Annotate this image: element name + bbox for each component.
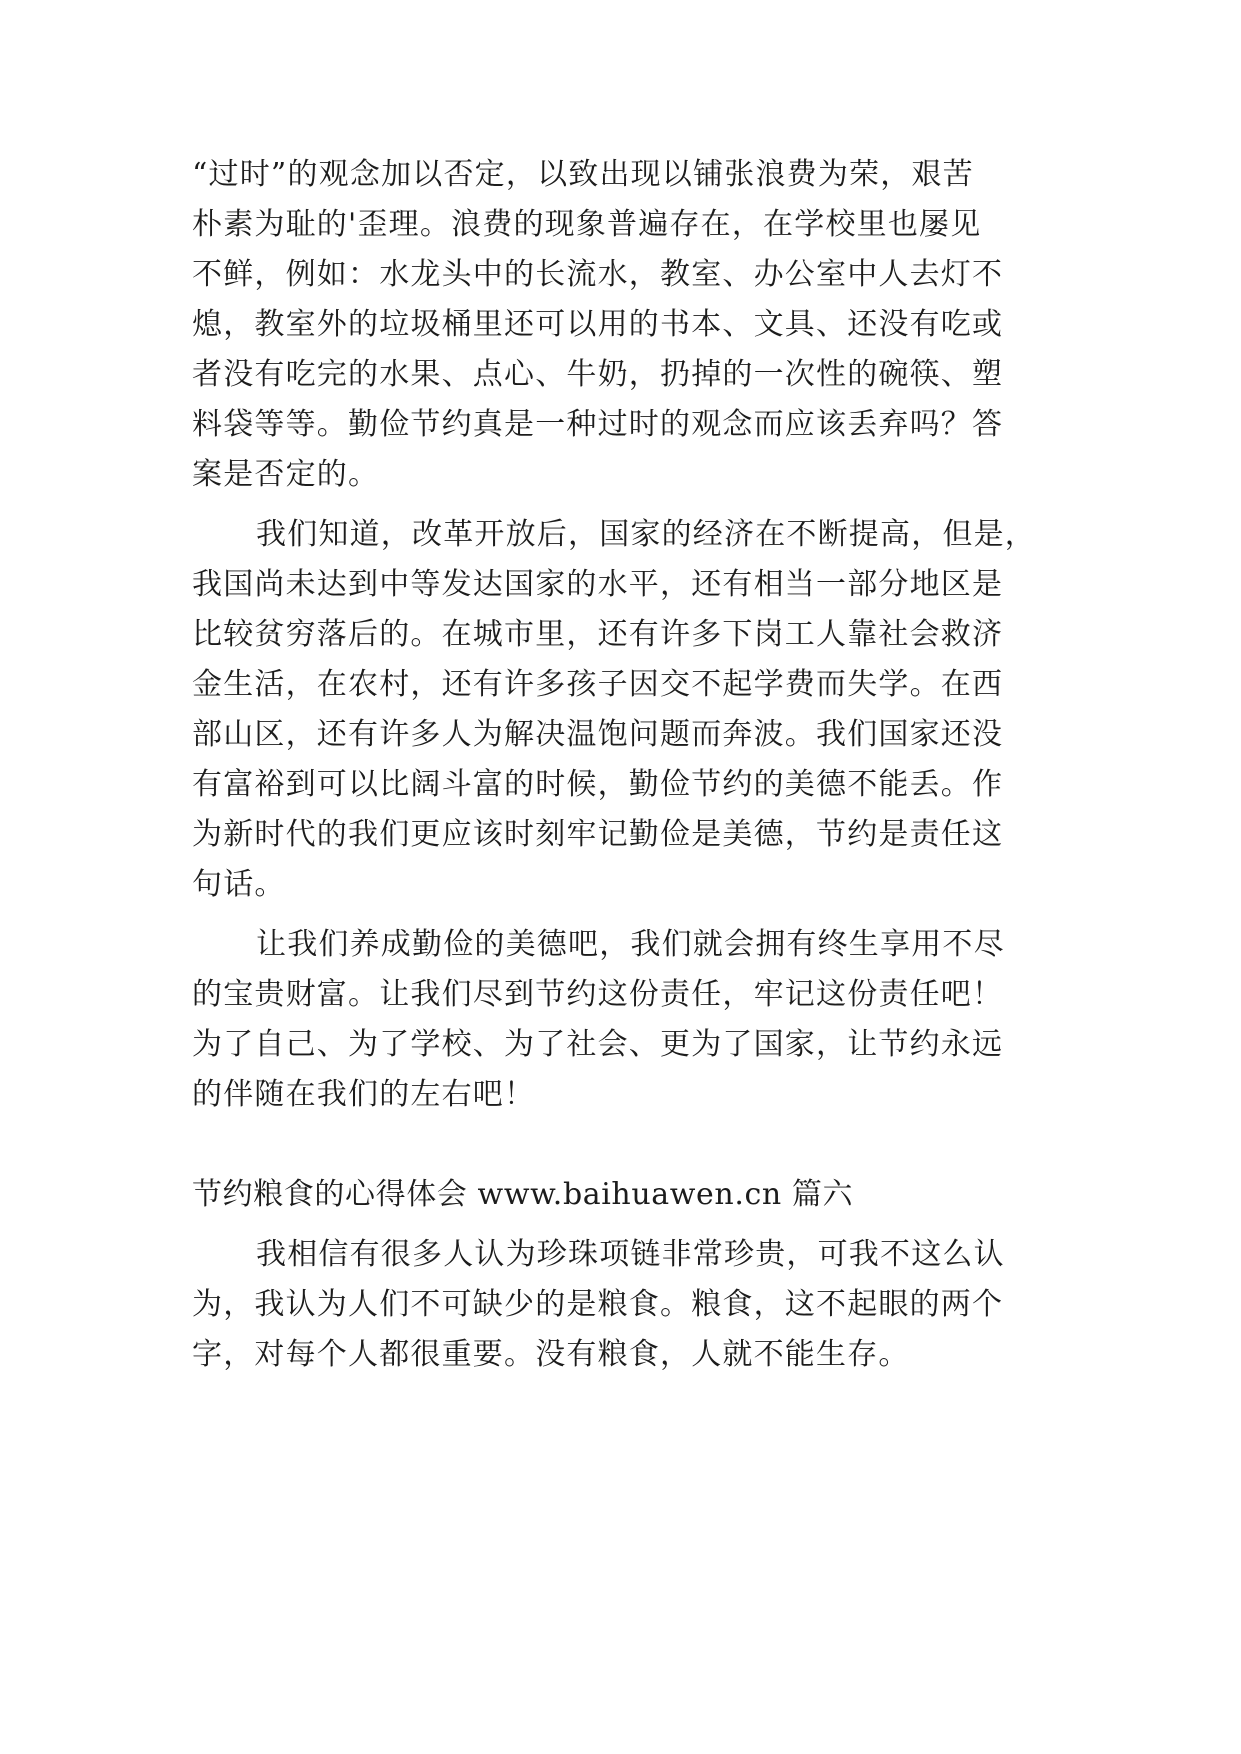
paragraph-line: 句话。 (192, 867, 286, 902)
paragraph-line: 朴素为耻的'歪理。浪费的现象普遍存在，在学校里也屡见 (192, 207, 982, 242)
paragraph-line: 为，我认为人们不可缺少的是粮食。粮食，这不起眼的两个 (192, 1287, 1004, 1322)
paragraph-line: 料袋等等。勤俭节约真是一种过时的观念而应该丢弃吗？答 (192, 407, 1004, 442)
paragraph-line: 我们知道，改革开放后，国家的经济在不断提高，但是， (256, 517, 1036, 552)
paragraph-line: 字，对每个人都很重要。没有粮食，人就不能生存。 (192, 1337, 910, 1372)
paragraph-line: 有富裕到可以比阔斗富的时候，勤俭节约的美德不能丢。作 (192, 767, 1004, 802)
section-heading: 节约粮食的心得体会 www.baihuawen.cn 篇六 (192, 1177, 854, 1212)
paragraph-line: “过时”的观念加以否定，以致出现以铺张浪费为荣，艰苦 (192, 157, 974, 192)
paragraph-line: 我国尚未达到中等发达国家的水平，还有相当一部分地区是 (192, 567, 1004, 602)
paragraph-line: 者没有吃完的水果、点心、牛奶，扔掉的一次性的碗筷、塑 (192, 357, 1004, 392)
paragraph-line: 案是否定的。 (192, 457, 380, 492)
paragraph-line: 熄，教室外的垃圾桶里还可以用的书本、文具、还没有吃或 (192, 307, 1004, 342)
paragraph-line: 部山区，还有许多人为解决温饱问题而奔波。我们国家还没 (192, 717, 1004, 752)
paragraph-line: 为新时代的我们更应该时刻牢记勤俭是美德，节约是责任这 (192, 817, 1004, 852)
paragraph-line: 的宝贵财富。让我们尽到节约这份责任，牢记这份责任吧！ (192, 977, 1004, 1012)
paragraph-line: 金生活，在农村，还有许多孩子因交不起学费而失学。在西 (192, 667, 1004, 702)
paragraph-line: 为了自己、为了学校、为了社会、更为了国家，让节约永远 (192, 1027, 1004, 1062)
paragraph-line: 不鲜，例如：水龙头中的长流水，教室、办公室中人去灯不 (192, 257, 1004, 292)
paragraph-line: 我相信有很多人认为珍珠项链非常珍贵，可我不这么认 (256, 1237, 1005, 1272)
paragraph-line: 让我们养成勤俭的美德吧，我们就会拥有终生享用不尽 (256, 927, 1005, 962)
paragraph-line: 的伴随在我们的左右吧！ (192, 1077, 536, 1112)
paragraph-line: 比较贫穷落后的。在城市里，还有许多下岗工人靠社会救济 (192, 617, 1004, 652)
